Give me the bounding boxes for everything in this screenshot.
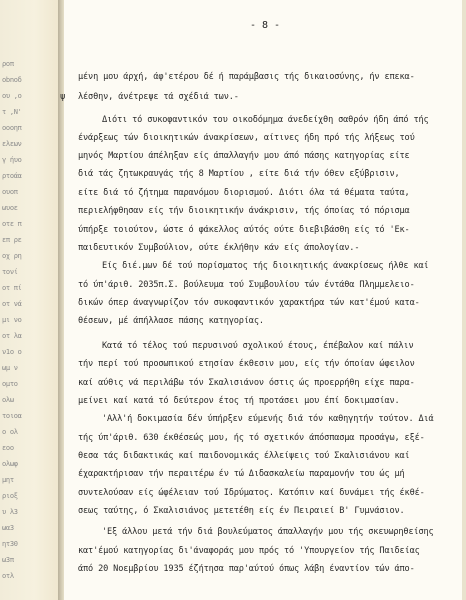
text-line: 'Εξ άλλου μετά τήν διά βουλεύματος άπαλλαγήν μου τής σκευωρηθείσης bbox=[102, 527, 434, 537]
text-line: σεως ταύτης, ό Σκαλισιάνος μετετέθη είς έν Πειραιεί Β' Γυμνάσιον. bbox=[78, 506, 405, 516]
text-line: Διότι τό συκοφαντικόν του οικοδόμημα άνεδείχθη σαθρόν ήδη άπό τής bbox=[102, 115, 429, 125]
fragment-text: γ ήυο bbox=[2, 156, 22, 164]
fragment-text: οτ λα bbox=[2, 332, 22, 340]
fragment-text: οτ πί bbox=[2, 284, 22, 292]
text-line: μηνός Μαρτίου άπέληξαν είς άπαλλαγήν μου άπό πάσης κατηγορίας είτε bbox=[78, 151, 410, 161]
text-line: είτε διά τό ζήτημα παρανόμου διορισμού. Διότι όλα τά θέματα ταύτα, bbox=[78, 188, 410, 198]
fragment-text: obnοδ bbox=[2, 76, 22, 84]
fragment-text: ωμ ν bbox=[2, 364, 18, 372]
fragment-text: ητ30 bbox=[2, 540, 18, 548]
text-line: κατ'έμού κατηγορίας δι'άναφοράς μου πρός τό 'Υπουργείον τής Παιδείας bbox=[78, 546, 420, 556]
fragment-text: ο ολ bbox=[2, 428, 18, 436]
text-line: Είς διέ.μων δέ τού πορίσματος τής διοικητικής άνακρίσεως ήλθε καί bbox=[102, 261, 429, 271]
fragment-text: ρτοάα bbox=[2, 172, 22, 180]
fragment-text: οτλ bbox=[2, 572, 14, 580]
page-edge bbox=[462, 0, 466, 600]
text-line: Κατά τό τέλος τού περυσινού σχολικού έτους, έπέβαλον καί πάλιν bbox=[102, 341, 414, 351]
text-line: έχαρακτήρισαν τήν περαιτέρω έν τώ Διδασκαλείω παραμονήν του ώς μή bbox=[78, 469, 405, 479]
fragment-text: οτε π bbox=[2, 220, 22, 228]
fragment-text: εοο bbox=[2, 444, 14, 452]
fragment-text: ω3π bbox=[2, 556, 14, 564]
fragment-text: επ ρε bbox=[2, 236, 22, 244]
fragment-text: μητ bbox=[2, 476, 14, 484]
fragment-text: ωα3 bbox=[2, 524, 14, 532]
text-line: συντελούσαν είς ώφέλειαν τού Ιδρύματος. Κατόπιν καί δυνάμει τής έκθέ- bbox=[78, 488, 425, 498]
text-line: ένάρξεως τών διοικητικών άνακρίσεων, αίτινες ήδη πρό τής λήξεως τού bbox=[78, 133, 415, 143]
text-line: περιελήφθησαν είς τήν διοικητικήν άνάκρισιν, τής όποίας τό πόρισμα bbox=[78, 206, 410, 216]
text-line: 'Αλλ'ή δοκιμασία δέν ύπήρξεν εύμενής διά τόν καθηγητήν τούτον. Διά bbox=[102, 414, 434, 424]
text-line: ύπήρξε τοιούτον, ώστε ό φάκελλος αύτός ούτε διεβιβάσθη είς τό 'Εκ- bbox=[78, 225, 410, 235]
text-line: δικών όπερ άναγνωρίζον τόν συκοφαντικόν χαρακτήρα τών κατ'έμού κατα- bbox=[78, 298, 420, 308]
fragment-text: ουοπ bbox=[2, 188, 18, 196]
fragment-text: ου ,ο bbox=[2, 92, 22, 100]
fragment-text: οχ ρη bbox=[2, 252, 22, 260]
fragment-text: οτ νά bbox=[2, 300, 22, 308]
text-line: παιδευτικόν Συμβούλιον, ούτε έκλήθην κάν είς άπολογίαν.- bbox=[78, 243, 360, 253]
text-line: θεσα τάς διδακτικάς καί παιδονομικάς έλλείψεις τού Σκαλισιάνου καί bbox=[78, 451, 410, 461]
text-line: μένη μου άρχή, άφ'ετέρου δέ ή παράμβασις τής δικαιοσύνης, ήν επεκα- bbox=[78, 72, 415, 82]
fragment-text: ολωφ bbox=[2, 460, 18, 468]
fragment-text: ν1ο ο bbox=[2, 348, 22, 356]
fragment-text: οοοηπ bbox=[2, 124, 22, 132]
fragment-text: υ λ3 bbox=[2, 508, 18, 516]
fragment-text: ωυοε bbox=[2, 204, 18, 212]
text-line: λέσθην, άνέτρεψε τά σχέδιά των.- bbox=[78, 92, 239, 102]
fragment-text: ελεων bbox=[2, 140, 22, 148]
text-line: διά τάς ζητωκραυγάς τής 8 Μαρτίου , είτε διά τήν όθεν εξύβρισιν, bbox=[78, 169, 400, 179]
page-number: - 8 - bbox=[249, 20, 281, 31]
fragment-text: τοιοα bbox=[2, 412, 22, 420]
fragment-text: ροπ bbox=[2, 60, 14, 68]
text-line: άπό 20 Νοεμβρίου 1935 έζήτησα παρ'αύτού όπως λάβη έναντίον τών άπο- bbox=[78, 564, 415, 574]
typed-document-page bbox=[64, 0, 466, 600]
fragment-text: τονί bbox=[2, 268, 18, 276]
fragment-text: μι νο bbox=[2, 316, 22, 324]
fragment-text: ολω bbox=[2, 396, 14, 404]
fragment-text: ριοξ bbox=[2, 492, 18, 500]
text-line: τήν περί τού προσωπικού ετησίαν έκθεσιν μου, είς τήν όποίαν ώφειλον bbox=[78, 359, 415, 369]
text-line: μείνει καί κατά τό δεύτερον έτος τή προτάσει μου έπί δοκιμασίαν. bbox=[78, 396, 400, 406]
text-line: καί αύθις νά περιλάβω τόν Σκαλισιάνον όστις ώς προερρήθη είχε παρα- bbox=[78, 378, 415, 388]
fragment-text: τ ,Ν' bbox=[2, 108, 22, 116]
text-line: τής ύπ'άριθ. 630 έκθέσεώς μου, ής τό σχετικόν άπόσπασμα προσάγω, εξέ- bbox=[78, 433, 425, 443]
fragment-text: ομτο bbox=[2, 380, 18, 388]
text-line: θέσεων, μέ άπήλλασε πάσης κατηγορίας. bbox=[78, 316, 264, 326]
underlying-page-fragment bbox=[0, 0, 59, 600]
margin-mark: ψ bbox=[60, 92, 66, 102]
text-line: τό ύπ'άριθ. 2035π.Σ. βούλευμα τού Συμβουλίου τών έντάθα Πλημμελειο- bbox=[78, 280, 415, 290]
